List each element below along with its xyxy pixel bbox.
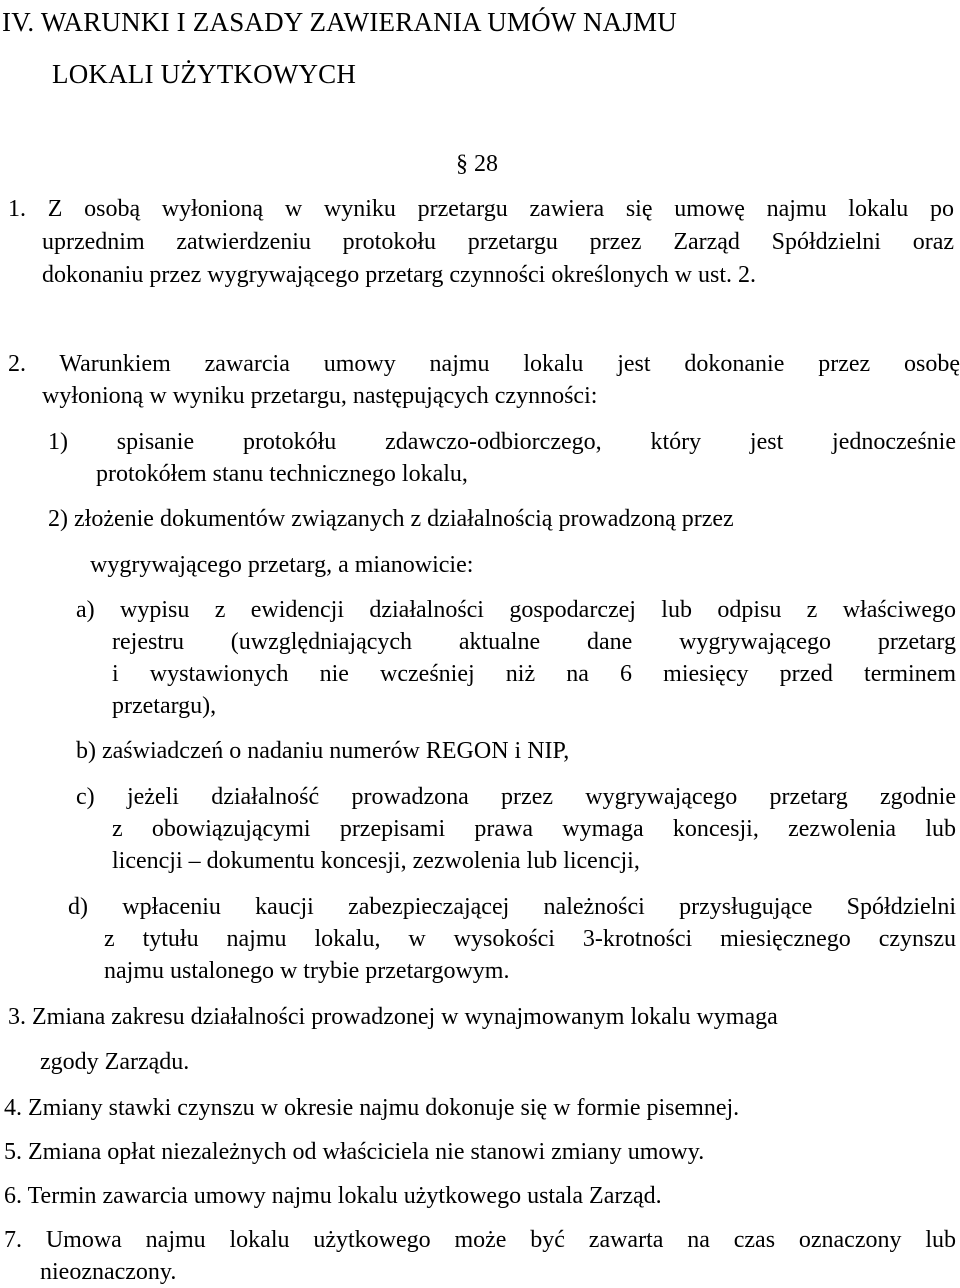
subitem-b: b) zaświadczeń o nadaniu numerów REGON i NIP, [76,738,570,764]
subitem-d-line-2: z tytułu najmu lokalu, w wysokości 3-krotności miesięcznego czynszu [104,926,956,952]
paragraph-7-line-2: nieoznaczony. [40,1259,177,1285]
paragraph-7-line-1: 7. Umowa najmu lokalu użytkowego może być zawarta na czas oznaczony lub [4,1227,956,1253]
section-mark: § 28 [456,151,498,177]
paragraph-4: 4. Zmiany stawki czynszu w okresie najmu dokonuje się w formie pisemnej. [4,1095,740,1121]
paragraph-6: 6. Termin zawarcia umowy najmu lokalu użytkowego ustala Zarząd. [4,1183,662,1209]
paragraph-1-line-1: 1. Z osobą wyłonioną w wyniku przetargu zawiera się umowę najmu lokalu po [8,196,954,222]
chapter-heading-line-2: LOKALI UŻYTKOWYCH [52,59,357,89]
subitem-c-line-2: z obowiązującymi przepisami prawa wymaga koncesji, zezwolenia lub [112,816,956,842]
item-1-line-1: 1) spisanie protokółu zdawczo-odbiorczego, który jest jednocześnie [48,429,956,455]
subitem-d-line-3: najmu ustalonego w trybie przetargowym. [104,958,510,984]
paragraph-5: 5. Zmiana opłat niezależnych od właściciela nie stanowi zmiany umowy. [4,1139,705,1165]
paragraph-2-line-2: wyłonioną w wyniku przetargu, następujących czynności: [42,383,598,409]
subitem-a-line-2: rejestru (uwzględniających aktualne dane wygrywającego przetarg [112,629,956,655]
subitem-a-line-1: a) wypisu z ewidencji działalności gospodarczej lub odpisu z właściwego [76,597,956,623]
paragraph-3-line-1: 3. Zmiana zakresu działalności prowadzonej w wynajmowanym lokalu wymaga [8,1004,778,1030]
paragraph-1-line-3: dokonaniu przez wygrywającego przetarg czynności określonych w ust. 2. [42,262,756,288]
subitem-d-line-1: d) wpłaceniu kaucji zabezpieczającej należności przysługujące Spółdzielni [68,894,956,920]
subitem-c-line-3: licencji – dokumentu koncesji, zezwolenia lub licencji, [112,848,640,874]
subitem-a-line-4: przetargu), [112,693,217,719]
paragraph-3-line-2: zgody Zarządu. [40,1049,190,1075]
paragraph-2-line-1: 2. Warunkiem zawarcia umowy najmu lokalu jest dokonanie przez osobę [8,351,960,377]
item-1-line-2: protokółem stanu technicznego lokalu, [96,461,468,487]
item-2-line-1: 2) złożenie dokumentów związanych z działalnością prowadzoną przez [48,506,734,532]
chapter-heading-line-1: IV. WARUNKI I ZASADY ZAWIERANIA UMÓW NAJMU [2,7,677,37]
subitem-a-line-3: i wystawionych nie wcześniej niż na 6 miesięcy przed terminem [112,661,956,687]
subitem-c-line-1: c) jeżeli działalność prowadzona przez wygrywającego przetarg zgodnie [76,784,956,810]
item-2-line-2: wygrywającego przetarg, a mianowicie: [90,552,474,578]
paragraph-1-line-2: uprzednim zatwierdzeniu protokołu przetargu przez Zarząd Spółdzielni oraz [42,229,954,255]
